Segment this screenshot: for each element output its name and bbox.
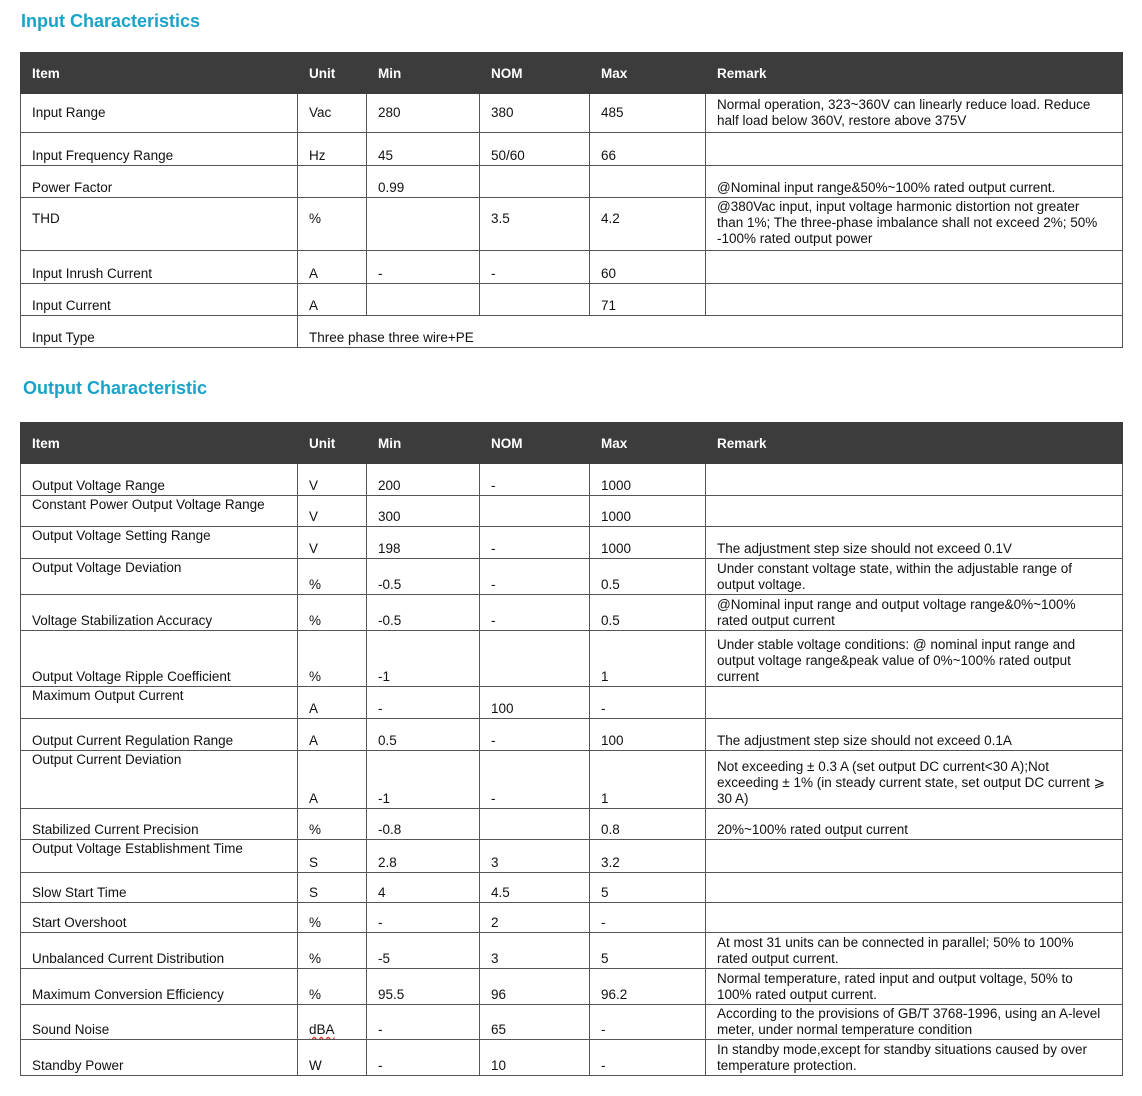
cell-item: Power Factor <box>21 166 298 198</box>
cell-max: 1 <box>590 631 706 687</box>
header-remark: Remark <box>706 423 1123 464</box>
cell-remark <box>706 687 1123 719</box>
cell-item: Output Voltage Ripple Coefficient <box>21 631 298 687</box>
cell-nom: - <box>480 751 590 809</box>
cell-min: - <box>367 251 480 284</box>
cell-remark <box>706 840 1123 873</box>
input-characteristics-table <box>20 52 1123 348</box>
cell-input-type: Three phase three wire+PE <box>298 316 1123 348</box>
cell-nom: 10 <box>480 1040 590 1076</box>
cell-item: Output Current Deviation <box>21 751 298 809</box>
cell-unit: % <box>298 559 367 595</box>
cell-unit: V <box>298 496 367 527</box>
cell-max: 0.8 <box>590 809 706 840</box>
cell-nom: 380 <box>480 94 590 133</box>
cell-unit: V <box>298 527 367 559</box>
header-nom: NOM <box>480 53 590 94</box>
cell-min: 280 <box>367 94 480 133</box>
cell-max: - <box>590 903 706 933</box>
cell-min: 0.99 <box>367 166 480 198</box>
cell-nom: 50/60 <box>480 133 590 166</box>
cell-nom: 2 <box>480 903 590 933</box>
cell-max: - <box>590 1040 706 1076</box>
table-row <box>21 903 1123 933</box>
table-row <box>21 198 1123 251</box>
cell-remark: The adjustment step size should not exceed 0.1A <box>706 719 1123 751</box>
cell-item: Unbalanced Current Distribution <box>21 933 298 969</box>
cell-unit: % <box>298 198 367 251</box>
cell-unit: W <box>298 1040 367 1076</box>
cell-remark: @Nominal input range&50%~100% rated output current. <box>706 166 1123 198</box>
cell-min: 95.5 <box>367 969 480 1005</box>
cell-min: 0.5 <box>367 719 480 751</box>
header-min: Min <box>367 53 480 94</box>
cell-remark: @380Vac input, input voltage harmonic distortion not greater than 1%; The three-phase imbalance shall not exceed 2%; 50% -100% rated output power <box>706 198 1123 251</box>
table-row <box>21 873 1123 903</box>
cell-remark <box>706 284 1123 316</box>
cell-remark: Under stable voltage conditions: @ nominal input range and output voltage range&peak value of 0%~100% rated output current <box>706 631 1123 687</box>
cell-min: -1 <box>367 631 480 687</box>
cell-max: 60 <box>590 251 706 284</box>
cell-unit: A <box>298 251 367 284</box>
header-unit: Unit <box>298 423 367 464</box>
cell-nom: - <box>480 464 590 496</box>
cell-item: Output Voltage Establishment Time <box>21 840 298 873</box>
cell-max: 1000 <box>590 527 706 559</box>
cell-item: Output Voltage Range <box>21 464 298 496</box>
cell-max: 3.2 <box>590 840 706 873</box>
table-row <box>21 251 1123 284</box>
cell-max: 100 <box>590 719 706 751</box>
table-row <box>21 284 1123 316</box>
cell-min: -0.5 <box>367 595 480 631</box>
cell-item: Start Overshoot <box>21 903 298 933</box>
cell-remark <box>706 133 1123 166</box>
table-header-row <box>21 53 1123 94</box>
cell-item: Constant Power Output Voltage Range <box>21 496 298 527</box>
cell-unit: A <box>298 751 367 809</box>
cell-unit: % <box>298 969 367 1005</box>
table-row <box>21 94 1123 133</box>
cell-remark <box>706 464 1123 496</box>
cell-item: Input Frequency Range <box>21 133 298 166</box>
table-header-row <box>21 423 1123 464</box>
cell-nom: 3 <box>480 840 590 873</box>
cell-max: 0.5 <box>590 559 706 595</box>
cell-unit: Hz <box>298 133 367 166</box>
cell-nom: - <box>480 527 590 559</box>
cell-max: - <box>590 1005 706 1040</box>
cell-item: Maximum Output Current <box>21 687 298 719</box>
cell-min: -0.5 <box>367 559 480 595</box>
cell-unit: A <box>298 687 367 719</box>
header-nom: NOM <box>480 423 590 464</box>
cell-unit: V <box>298 464 367 496</box>
cell-unit: % <box>298 809 367 840</box>
cell-min: - <box>367 1040 480 1076</box>
table-row <box>21 1040 1123 1076</box>
cell-remark <box>706 903 1123 933</box>
cell-nom: 96 <box>480 969 590 1005</box>
cell-remark: @Nominal input range and output voltage range&0%~100% rated output current <box>706 595 1123 631</box>
cell-remark: Normal temperature, rated input and output voltage, 50% to 100% rated output current. <box>706 969 1123 1005</box>
cell-item: Maximum Conversion Efficiency <box>21 969 298 1005</box>
cell-item: Sound Noise <box>21 1005 298 1040</box>
cell-nom <box>480 809 590 840</box>
header-max: Max <box>590 53 706 94</box>
cell-item: Output Current Regulation Range <box>21 719 298 751</box>
table-row <box>21 496 1123 527</box>
cell-max: 1000 <box>590 464 706 496</box>
cell-min: - <box>367 687 480 719</box>
header-item: Item <box>21 423 298 464</box>
cell-max: 4.2 <box>590 198 706 251</box>
table-row <box>21 527 1123 559</box>
cell-unit: Vac <box>298 94 367 133</box>
cell-nom <box>480 166 590 198</box>
cell-min: -0.8 <box>367 809 480 840</box>
cell-item: Output Voltage Setting Range <box>21 527 298 559</box>
cell-unit: S <box>298 840 367 873</box>
cell-remark: Normal operation, 323~360V can linearly reduce load. Reduce half load below 360V, restore above 375V <box>706 94 1123 133</box>
cell-nom: 65 <box>480 1005 590 1040</box>
cell-remark: The adjustment step size should not exceed 0.1V <box>706 527 1123 559</box>
cell-remark: In standby mode,except for standby situations caused by over temperature protection. <box>706 1040 1123 1076</box>
header-remark: Remark <box>706 53 1123 94</box>
table-row <box>21 687 1123 719</box>
cell-item: THD <box>21 198 298 251</box>
cell-item: Voltage Stabilization Accuracy <box>21 595 298 631</box>
cell-item: Slow Start Time <box>21 873 298 903</box>
cell-min: -5 <box>367 933 480 969</box>
table-row <box>21 595 1123 631</box>
cell-unit <box>298 166 367 198</box>
cell-remark: According to the provisions of GB/T 3768-1996, using an A-level meter, under normal temperature condition <box>706 1005 1123 1040</box>
cell-nom: - <box>480 595 590 631</box>
table-row <box>21 559 1123 595</box>
cell-remark: 20%~100% rated output current <box>706 809 1123 840</box>
cell-unit: % <box>298 933 367 969</box>
cell-max: 96.2 <box>590 969 706 1005</box>
cell-item: Input Inrush Current <box>21 251 298 284</box>
cell-nom: 3 <box>480 933 590 969</box>
header-item: Item <box>21 53 298 94</box>
table-row <box>21 933 1123 969</box>
cell-remark <box>706 873 1123 903</box>
cell-nom <box>480 631 590 687</box>
cell-nom: 100 <box>480 687 590 719</box>
output-characteristic-table <box>20 422 1123 1076</box>
header-min: Min <box>367 423 480 464</box>
cell-unit: A <box>298 719 367 751</box>
cell-remark: Under constant voltage state, within the adjustable range of output voltage. <box>706 559 1123 595</box>
table-row <box>21 840 1123 873</box>
cell-remark <box>706 496 1123 527</box>
table-row <box>21 631 1123 687</box>
cell-max: 71 <box>590 284 706 316</box>
table-row <box>21 464 1123 496</box>
cell-min: 200 <box>367 464 480 496</box>
cell-item: Standby Power <box>21 1040 298 1076</box>
cell-max: 5 <box>590 933 706 969</box>
table-row <box>21 166 1123 198</box>
cell-max <box>590 166 706 198</box>
cell-max: - <box>590 687 706 719</box>
table-row <box>21 809 1123 840</box>
cell-unit: % <box>298 903 367 933</box>
cell-nom: - <box>480 251 590 284</box>
table-row <box>21 133 1123 166</box>
cell-remark: Not exceeding ± 0.3 A (set output DC current<30 A);Not exceeding ± 1% (in steady current state, set output DC current ⩾ 30 A) <box>706 751 1123 809</box>
cell-nom: - <box>480 719 590 751</box>
cell-nom: 4.5 <box>480 873 590 903</box>
cell-nom <box>480 496 590 527</box>
cell-unit: S <box>298 873 367 903</box>
cell-remark: At most 31 units can be connected in parallel; 50% to 100% rated output current. <box>706 933 1123 969</box>
header-unit: Unit <box>298 53 367 94</box>
cell-min: 2.8 <box>367 840 480 873</box>
output-characteristic-title: Output Characteristic <box>23 378 208 398</box>
cell-item: Output Voltage Deviation <box>21 559 298 595</box>
table-row <box>21 969 1123 1005</box>
cell-min: - <box>367 903 480 933</box>
cell-max: 1000 <box>590 496 706 527</box>
cell-max: 66 <box>590 133 706 166</box>
cell-remark <box>706 251 1123 284</box>
cell-item: Input Range <box>21 94 298 133</box>
cell-nom: 3.5 <box>480 198 590 251</box>
cell-min <box>367 284 480 316</box>
cell-item: Stabilized Current Precision <box>21 809 298 840</box>
cell-unit: % <box>298 631 367 687</box>
table-row <box>21 1005 1123 1040</box>
table-row <box>21 751 1123 809</box>
cell-max: 1 <box>590 751 706 809</box>
cell-item: Input Type <box>21 316 298 348</box>
cell-max: 0.5 <box>590 595 706 631</box>
cell-nom <box>480 284 590 316</box>
header-max: Max <box>590 423 706 464</box>
cell-nom: - <box>480 559 590 595</box>
cell-min: -1 <box>367 751 480 809</box>
cell-min: 4 <box>367 873 480 903</box>
cell-min: 300 <box>367 496 480 527</box>
cell-item: Input Current <box>21 284 298 316</box>
cell-unit: A <box>298 284 367 316</box>
cell-min: - <box>367 1005 480 1040</box>
table-row <box>21 719 1123 751</box>
cell-unit: dBA <box>298 1005 367 1040</box>
cell-max: 5 <box>590 873 706 903</box>
cell-min: 198 <box>367 527 480 559</box>
table-row <box>21 316 1123 348</box>
cell-min: 45 <box>367 133 480 166</box>
cell-unit: % <box>298 595 367 631</box>
cell-max: 485 <box>590 94 706 133</box>
cell-min <box>367 198 480 251</box>
input-characteristics-title: Input Characteristics <box>21 11 201 31</box>
